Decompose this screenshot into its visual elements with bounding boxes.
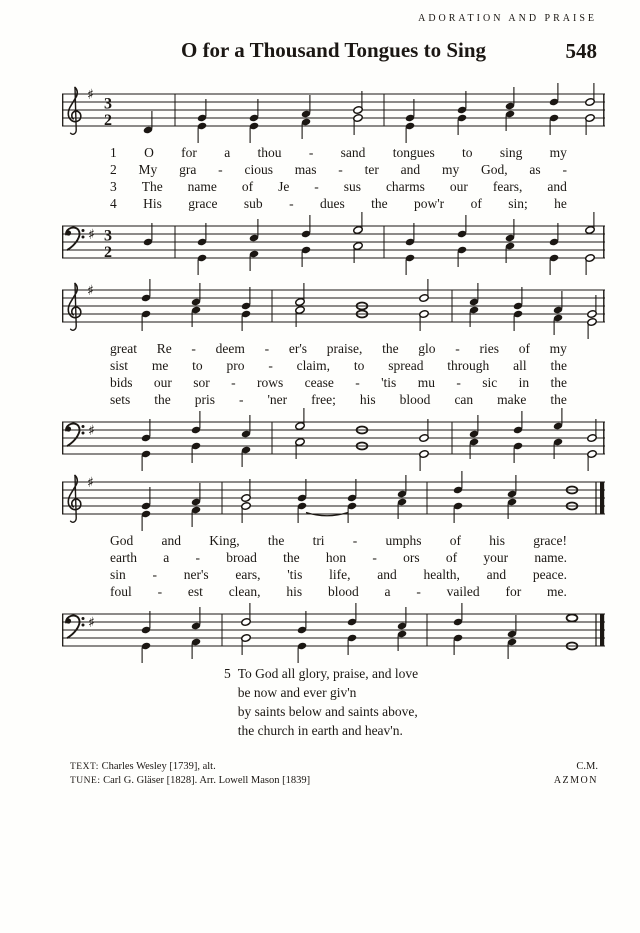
lyric-syllable: cease <box>304 375 334 390</box>
lyric-syllable: the <box>550 392 567 407</box>
lyric-syllable: 'tis <box>381 375 397 390</box>
lyric-syllable: 'tis <box>287 567 303 582</box>
svg-text:♯: ♯ <box>87 475 94 491</box>
lyric-syllable: our <box>153 375 172 390</box>
lyric-syllable: - <box>239 392 244 407</box>
lyric-syllable: foul <box>110 584 132 599</box>
lyric-syllable: - <box>195 550 200 565</box>
svg-text:♯: ♯ <box>88 227 95 243</box>
lyric-syllable: - <box>289 196 294 211</box>
lyric-syllable: 2 <box>110 162 117 177</box>
text-credit <box>70 760 310 774</box>
lyric-syllable: of <box>241 179 254 194</box>
lyric-syllable: - <box>562 162 567 177</box>
lyric-syllable: and <box>400 162 421 177</box>
lyric-syllable: sets <box>110 392 131 407</box>
lyric-syllable: sist <box>110 358 129 373</box>
lyrics-system-2 <box>62 340 605 408</box>
lyric-line <box>110 161 567 178</box>
verse-5-line: be now and ever giv'n <box>237 685 357 700</box>
lyric-syllable: - <box>231 375 236 390</box>
lyric-syllable: clean, <box>228 584 261 599</box>
meter: C.M. <box>576 761 598 772</box>
lyric-syllable: sin; <box>508 196 528 211</box>
lyric-syllable: his <box>286 584 303 599</box>
lyric-syllable: est <box>187 584 203 599</box>
hymn-title: O for a Thousand Tongues to Sing <box>180 38 487 62</box>
lyric-syllable: 1 <box>110 145 117 160</box>
lyric-syllable: umphs <box>385 533 422 548</box>
lyric-syllable: a <box>224 145 231 160</box>
lyric-syllable: fears, <box>492 179 523 194</box>
lyric-syllable: the <box>267 533 285 548</box>
lyric-syllable: - <box>372 550 377 565</box>
lyric-syllable: of <box>470 196 482 211</box>
lyric-syllable: to <box>353 358 365 373</box>
lyric-syllable: sor <box>193 375 210 390</box>
lyric-syllable: sin <box>110 567 126 582</box>
lyric-syllable: and <box>377 567 397 582</box>
lyric-syllable: His <box>143 196 162 211</box>
lyric-syllable: my <box>549 341 567 356</box>
svg-text:2: 2 <box>104 244 112 261</box>
lyric-syllable: claim, <box>296 358 331 373</box>
lyric-syllable: - <box>218 162 223 177</box>
lyric-syllable: - <box>264 341 270 356</box>
lyric-syllable: his <box>489 533 506 548</box>
lyric-syllable: make <box>497 392 527 407</box>
lyric-syllable: deem <box>215 341 245 356</box>
verse-5-line: To God all glory, praise, and love <box>237 666 419 681</box>
credits <box>70 760 310 788</box>
lyric-syllable: - <box>456 375 461 390</box>
lyric-line <box>110 583 567 600</box>
lyric-syllable: tongues <box>392 145 435 160</box>
lyric-syllable: me. <box>547 584 567 599</box>
lyric-syllable: ors <box>403 550 420 565</box>
lyric-syllable: grace <box>188 196 218 211</box>
bass-staff-2 <box>62 408 605 472</box>
lyric-syllable: health, <box>423 567 460 582</box>
lyric-syllable: - <box>314 179 319 194</box>
hymn-number: 548 <box>565 39 597 63</box>
lyric-line <box>110 391 567 408</box>
lyric-syllable: the <box>550 375 567 390</box>
music-system-3 <box>62 468 605 664</box>
svg-text:2: 2 <box>104 112 112 129</box>
lyric-syllable: dues <box>319 196 345 211</box>
svg-text:♯: ♯ <box>87 87 94 103</box>
lyric-syllable: grace! <box>533 533 567 548</box>
lyric-syllable: peace. <box>532 567 567 582</box>
lyric-syllable: charms <box>385 179 425 194</box>
lyric-syllable: gra <box>179 162 197 177</box>
lyric-syllable: glo <box>418 341 436 356</box>
lyric-syllable: our <box>449 179 468 194</box>
lyric-syllable: God, <box>481 162 508 177</box>
lyric-syllable: free; <box>311 392 336 407</box>
treble-staff-1 <box>62 80 605 144</box>
verse-5 <box>224 664 418 740</box>
lyric-syllable: a <box>384 584 391 599</box>
lyric-syllable: name. <box>534 550 567 565</box>
lyric-syllable: God <box>110 533 134 548</box>
lyrics-system-1 <box>62 144 605 212</box>
music-system-2 <box>62 276 605 472</box>
lyric-syllable: - <box>308 145 314 160</box>
svg-text:♯: ♯ <box>88 615 95 631</box>
lyric-syllable: and <box>161 533 181 548</box>
lyric-line <box>110 178 567 195</box>
verse-5-lines <box>238 664 418 740</box>
lyric-syllable: sing <box>499 145 523 160</box>
bass-staff-1 <box>62 212 605 276</box>
tune-label: TUNE: <box>70 776 101 786</box>
lyric-syllable: - <box>152 567 157 582</box>
lyric-syllable: and <box>547 179 567 194</box>
lyric-syllable: can <box>454 392 474 407</box>
lyric-syllable: your <box>483 550 509 565</box>
lyric-syllable: My <box>138 162 158 177</box>
lyric-syllable: earth <box>110 550 137 565</box>
lyric-syllable: - <box>191 341 196 356</box>
text-label: TEXT: <box>70 762 99 772</box>
lyric-line <box>110 144 567 161</box>
lyric-syllable: for <box>181 145 197 160</box>
lyric-syllable: Je <box>278 179 290 194</box>
treble-staff-2 <box>62 276 605 340</box>
lyric-syllable: to <box>192 358 203 373</box>
lyric-syllable: blood <box>399 392 431 407</box>
lyric-syllable: - <box>455 341 460 356</box>
lyric-syllable: in <box>518 375 530 390</box>
lyric-syllable: Re <box>156 341 172 356</box>
lyric-syllable: cious <box>244 162 273 177</box>
lyric-syllable: of <box>449 533 462 548</box>
lyric-syllable: of <box>518 341 530 356</box>
lyric-syllable: the <box>550 358 567 373</box>
lyric-syllable: vailed <box>446 584 480 599</box>
lyric-syllable: - <box>268 358 273 373</box>
lyric-syllable: - <box>416 584 421 599</box>
lyric-line <box>110 340 567 357</box>
lyric-syllable: sic <box>482 375 498 390</box>
bass-staff-3 <box>62 600 605 664</box>
tune-credit <box>70 774 310 788</box>
lyrics-system-3 <box>62 532 605 600</box>
lyric-syllable: praise, <box>326 341 363 356</box>
lyric-line <box>110 566 567 583</box>
lyric-syllable: through <box>447 358 490 373</box>
lyric-syllable: bids <box>110 375 133 390</box>
lyric-syllable: the <box>371 196 388 211</box>
lyric-syllable: King, <box>209 533 240 548</box>
lyric-syllable: all <box>513 358 527 373</box>
lyric-syllable: the <box>154 392 171 407</box>
lyric-syllable: the <box>382 341 399 356</box>
svg-text:♯: ♯ <box>88 423 95 439</box>
lyric-syllable: pow'r <box>414 196 445 211</box>
lyric-syllable: ries <box>479 341 499 356</box>
lyric-line <box>110 549 567 566</box>
lyric-syllable: The <box>141 179 163 194</box>
lyric-syllable: great <box>110 341 137 356</box>
svg-text:3: 3 <box>104 227 112 245</box>
lyric-syllable: a <box>163 550 170 565</box>
lyric-syllable: - <box>352 533 358 548</box>
lyric-syllable: my <box>549 145 567 160</box>
lyric-syllable: pro <box>226 358 245 373</box>
lyric-line <box>110 532 567 549</box>
lyric-syllable: thou <box>257 145 282 160</box>
lyric-syllable: of <box>445 550 458 565</box>
lyric-syllable: and <box>486 567 507 582</box>
lyric-syllable: rows <box>257 375 284 390</box>
svg-text:3: 3 <box>104 95 112 113</box>
lyric-syllable: blood <box>327 584 359 599</box>
lyric-syllable: mas <box>294 162 317 177</box>
lyric-line <box>110 195 567 212</box>
verse-5-line: by saints below and saints above, <box>237 704 418 719</box>
lyric-line <box>110 374 567 391</box>
lyric-syllable: O <box>144 145 154 160</box>
lyric-syllable: 'ner <box>267 392 288 407</box>
lyric-syllable: mu <box>417 375 435 390</box>
lyric-syllable: sub <box>243 196 263 211</box>
tune-value: Carl G. Gläser [1828]. Arr. Lowell Mason [1839] <box>103 775 311 786</box>
lyric-syllable: my <box>441 162 460 177</box>
title-row <box>62 38 605 63</box>
lyric-syllable: ter <box>364 162 379 177</box>
lyric-syllable: to <box>462 145 473 160</box>
lyric-syllable: broad <box>226 550 257 565</box>
lyric-syllable: er's <box>288 341 308 356</box>
lyric-syllable: - <box>157 584 163 599</box>
lyric-syllable: life, <box>329 567 351 582</box>
lyric-syllable: tri <box>312 533 325 548</box>
meter-tune-block <box>554 760 598 788</box>
running-head: ADORATION AND PRAISE <box>418 13 597 24</box>
lyric-syllable: his <box>359 392 376 407</box>
lyric-syllable: pris <box>194 392 215 407</box>
verse-5-number: 5 <box>224 666 231 681</box>
lyric-syllable: as <box>529 162 541 177</box>
lyric-syllable: me <box>151 358 169 373</box>
lyric-syllable: sand <box>340 145 366 160</box>
lyric-syllable: for <box>505 584 522 599</box>
lyric-syllable: hon <box>325 550 347 565</box>
treble-staff-3 <box>62 468 605 532</box>
lyric-syllable: he <box>554 196 567 211</box>
lyric-syllable: 4 <box>110 196 117 211</box>
lyric-line <box>110 357 567 374</box>
lyric-syllable: 3 <box>110 179 117 194</box>
lyric-syllable: sus <box>343 179 361 194</box>
text-value: Charles Wesley [1739], alt. <box>101 761 216 772</box>
lyric-syllable: ner's <box>183 567 209 582</box>
lyric-syllable: - <box>338 162 343 177</box>
lyric-syllable: name <box>187 179 217 194</box>
lyric-syllable: - <box>355 375 360 390</box>
lyric-syllable: spread <box>388 358 424 373</box>
verse-5-line: the church in earth and heav'n. <box>237 723 403 738</box>
svg-text:♯: ♯ <box>87 283 94 299</box>
music-system-1 <box>62 80 605 276</box>
tune-name: AZMON <box>553 775 598 786</box>
lyric-syllable: ears, <box>235 567 261 582</box>
lyric-syllable: the <box>283 550 300 565</box>
